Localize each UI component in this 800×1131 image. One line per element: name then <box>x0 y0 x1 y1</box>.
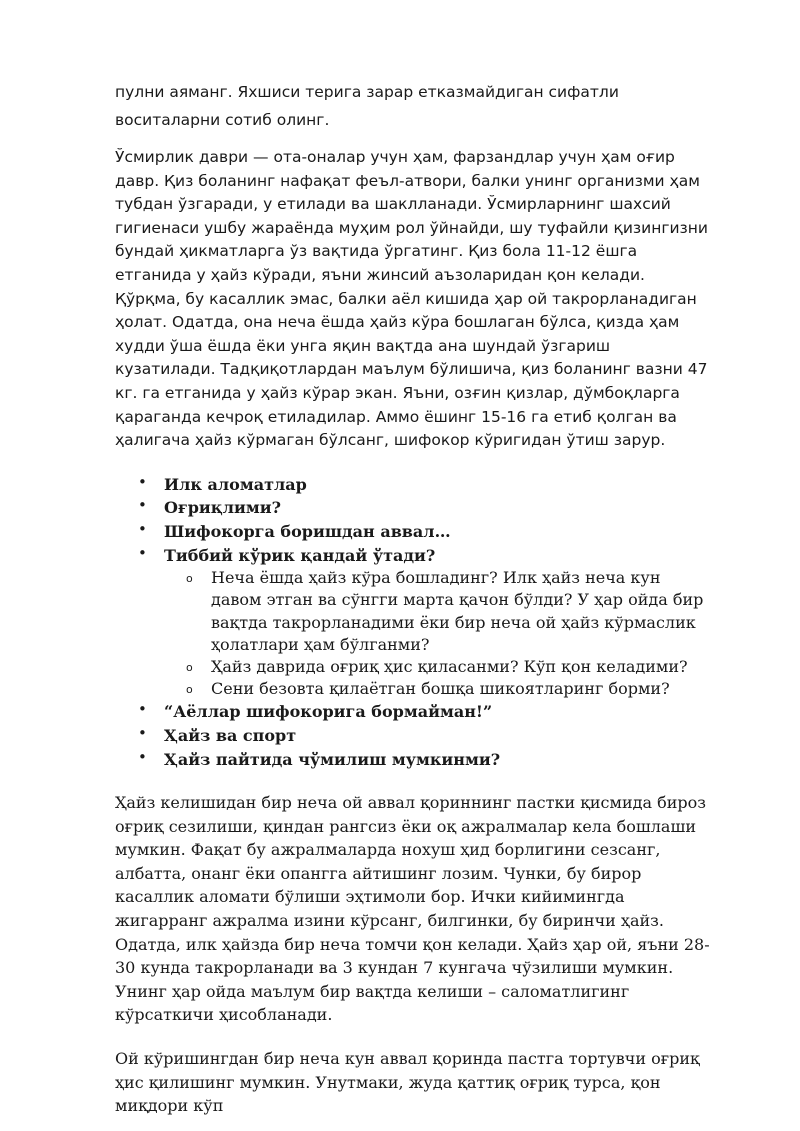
sub-list-item-text: Ҳайз даврида оғриқ ҳис қиласанми? Кўп қон келадими? <box>211 656 688 676</box>
list-item-label: Ҳайз ва спорт <box>164 725 297 745</box>
topic-list <box>115 473 715 771</box>
list-item <box>115 473 715 497</box>
list-item <box>115 748 715 772</box>
sub-list-item <box>164 678 715 700</box>
sub-list-item <box>164 567 715 656</box>
paragraph-intro: пулни аяманг. Яхшиси терига зарар етказмайдиган сифатли воситаларни сотиб олинг. <box>115 83 619 129</box>
paragraph-pain: Ой кўришингдан бир неча кун аввал қоринда пастга тортувчи оғриқ ҳис қилишинг мумкин. Унутмаки, жуда қаттиқ оғриқ турса, қон миқдори кўп <box>115 1049 700 1116</box>
list-item <box>115 496 715 520</box>
sub-list-item-text: Сени безовта қилаётган бошқа шикоятларинг борми? <box>211 679 670 699</box>
list-item <box>115 700 715 724</box>
list-item <box>115 724 715 748</box>
sub-bullet-marker: o <box>186 660 193 674</box>
list-item-label: “Аёллар шифокорига бормайман!” <box>164 702 493 722</box>
document-body <box>115 78 715 1118</box>
paragraph-adolescence: Ўсмирлик даври — ота-оналар учун ҳам, фарзандлар учун ҳам оғир давр. Қиз боланинг нафақат феъл-атвори, балки унинг организми ҳам тубдан ўзгаради, у етилади ва шаклланади. Ўсмирларнинг шахсий гигиенаси ушбу жараёнда муҳим рол ўйнайди, шу туфайли қизингизни бундай ҳикматларга ўз вақтида ўргатинг. Қиз бола 11-12 ёшга етганида у ҳайз кўради, яъни жинсий аъзоларидан қон келади. Қўрқма, бу касаллик эмас, балки аёл кишида ҳар ой такрорланадиган ҳолат. Одатда, она неча ёшда ҳайз кўра бошлаган бўлса, қизда ҳам худди ўша ёшда ёки унга яқин вақтда ана шундай ўзгариш кузатилади. Тадқиқотлардан маълум бўлишича, қиз боланинг вазни 47 кг. га етганида у ҳайз кўрар экан. Яъни, озғин қизлар, дўмбоқларга қараганда кечроқ етиладилар. Аммо ёшинг 15-16 га етиб қолган ва ҳалигача ҳайз кўрмаган бўлсанг, шифокор кўригидан ўтиш зарур. <box>115 148 709 450</box>
list-item <box>115 520 715 544</box>
sub-list-item <box>164 656 715 678</box>
sub-bullet-marker: o <box>186 572 193 586</box>
list-item <box>115 544 715 701</box>
list-item-label: Оғриқлими? <box>164 498 281 518</box>
sub-list <box>164 567 715 700</box>
list-item-label: Ҳайз пайтида чўмилиш мумкинми? <box>164 749 501 769</box>
sub-list-item-text: Неча ёшда ҳайз кўра бошладинг? Илк ҳайз неча кун давом этган ва сўнгги марта қачон бўлди? У ҳар ойда бир вақтда такрорланадими ёки бир неча ой ҳайз кўрмаслик ҳолатлари ҳам бўлганми? <box>211 568 704 654</box>
paragraph-first-signs: Ҳайз келишидан бир неча ой аввал қориннинг пастки қисмида бироз оғриқ сезилиши, қиндан рангсиз ёки оқ ажралмалар кела бошлаши мумкин. Фақат бу ажралмаларда нохуш ҳид борлигини сезсанг, албатта, онанг ёки опангга айтишинг лозим. Чунки, бу бирор касаллик аломати бўлиши эҳтимоли бор. Ички кийимингда жигарранг ажралма изини кўрсанг, билгинки, бу биринчи ҳайз. Одатда, илк ҳайзда бир неча томчи қон келади. Ҳайз ҳар ой, яъни 28-30 кунда такрорланади ва 3 кундан 7 кунгача чўзилиши мумкин. Унинг ҳар ойда маълум бир вақтда келиши – саломатлигинг кўрсаткичи ҳисобланади. <box>115 793 710 1025</box>
list-item-label: Тиббий кўрик қандай ўтади? <box>164 545 436 565</box>
sub-bullet-marker: o <box>186 683 193 697</box>
list-item-label: Шифокорга боришдан аввал… <box>164 521 451 541</box>
list-item-label: Илк аломатлар <box>164 474 307 494</box>
